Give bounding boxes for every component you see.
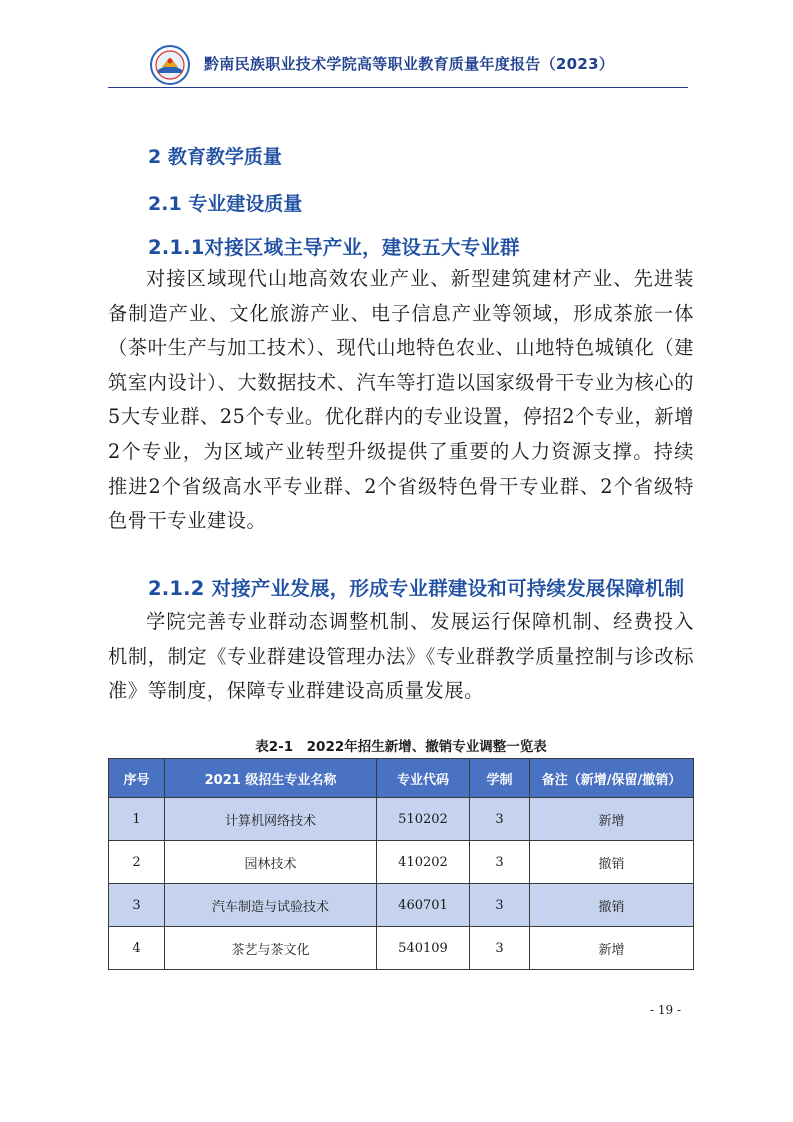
cell-name: 汽车制造与试验技术: [165, 884, 377, 927]
cell-years: 3: [470, 841, 530, 884]
header-title: 黔南民族职业技术学院高等职业教育质量年度报告（2023）: [204, 55, 615, 73]
cell-years: 3: [470, 884, 530, 927]
subsection-heading: 2.1 专业建设质量: [148, 193, 303, 215]
table-caption: 表2-1 2022年招生新增、撤销专业调整一览表: [255, 739, 547, 755]
page-number: - 19 -: [650, 1003, 682, 1017]
cell-code: 460701: [377, 884, 470, 927]
cell-no: 1: [109, 798, 165, 841]
cell-code: 510202: [377, 798, 470, 841]
cell-note: 撤销: [530, 884, 694, 927]
cell-name: 茶艺与茶文化: [165, 927, 377, 970]
cell-code: 410202: [377, 841, 470, 884]
cell-code: 540109: [377, 927, 470, 970]
subsubsection-heading-2: 2.1.2 对接产业发展，形成专业群建设和可持续发展保障机制: [148, 577, 685, 600]
header-divider: [108, 87, 688, 88]
body-paragraph-2: 学院完善专业群动态调整机制、发展运行保障机制、经费投入机制，制定《专业群建设管理办法》《专业群教学质量控制与诊改标准》等制度，保障专业群建设高质量发展。: [108, 610, 694, 703]
column-header-years: 学制: [470, 759, 530, 798]
column-header-note: 备注（新增/保留/撤销）: [530, 759, 694, 798]
section-heading: 2 教育教学质量: [148, 146, 282, 168]
cell-no: 3: [109, 884, 165, 927]
cell-years: 3: [470, 927, 530, 970]
column-header-name: 2021 级招生专业名称: [165, 759, 377, 798]
cell-note: 撤销: [530, 841, 694, 884]
cell-note: 新增: [530, 798, 694, 841]
table-row: [109, 884, 694, 927]
table-header-row: [109, 759, 694, 798]
column-header-no: 序号: [109, 759, 165, 798]
cell-no: 2: [109, 841, 165, 884]
table-row: [109, 798, 694, 841]
major-adjustment-table: [108, 758, 694, 970]
body-paragraph-1: 对接区域现代山地高效农业产业、新型建筑建材产业、先进装备制造产业、文化旅游产业、电子信息产业等领域，形成茶旅一体（茶叶生产与加工技术）、现代山地特色农业、山地特色城镇化（建筑室内设计）、大数据技术、汽车等打造以国家级骨干专业为核心的5大专业群、25个专业。优化群内的专业设置，停招2个专业，新增2个专业，为区域产业转型升级提供了重要的人力资源支撑。持续推进2个省级高水平专业群、2个省级特色骨干专业群、2个省级特色骨干专业建设。: [108, 267, 694, 533]
school-seal-icon: [150, 45, 190, 85]
cell-no: 4: [109, 927, 165, 970]
table-row: [109, 841, 694, 884]
cell-name: 计算机网络技术: [165, 798, 377, 841]
cell-years: 3: [470, 798, 530, 841]
column-header-code: 专业代码: [377, 759, 470, 798]
cell-name: 园林技术: [165, 841, 377, 884]
cell-note: 新增: [530, 927, 694, 970]
table-row: [109, 927, 694, 970]
subsubsection-heading-1: 2.1.1对接区域主导产业，建设五大专业群: [148, 236, 520, 259]
page-header: [108, 40, 688, 90]
